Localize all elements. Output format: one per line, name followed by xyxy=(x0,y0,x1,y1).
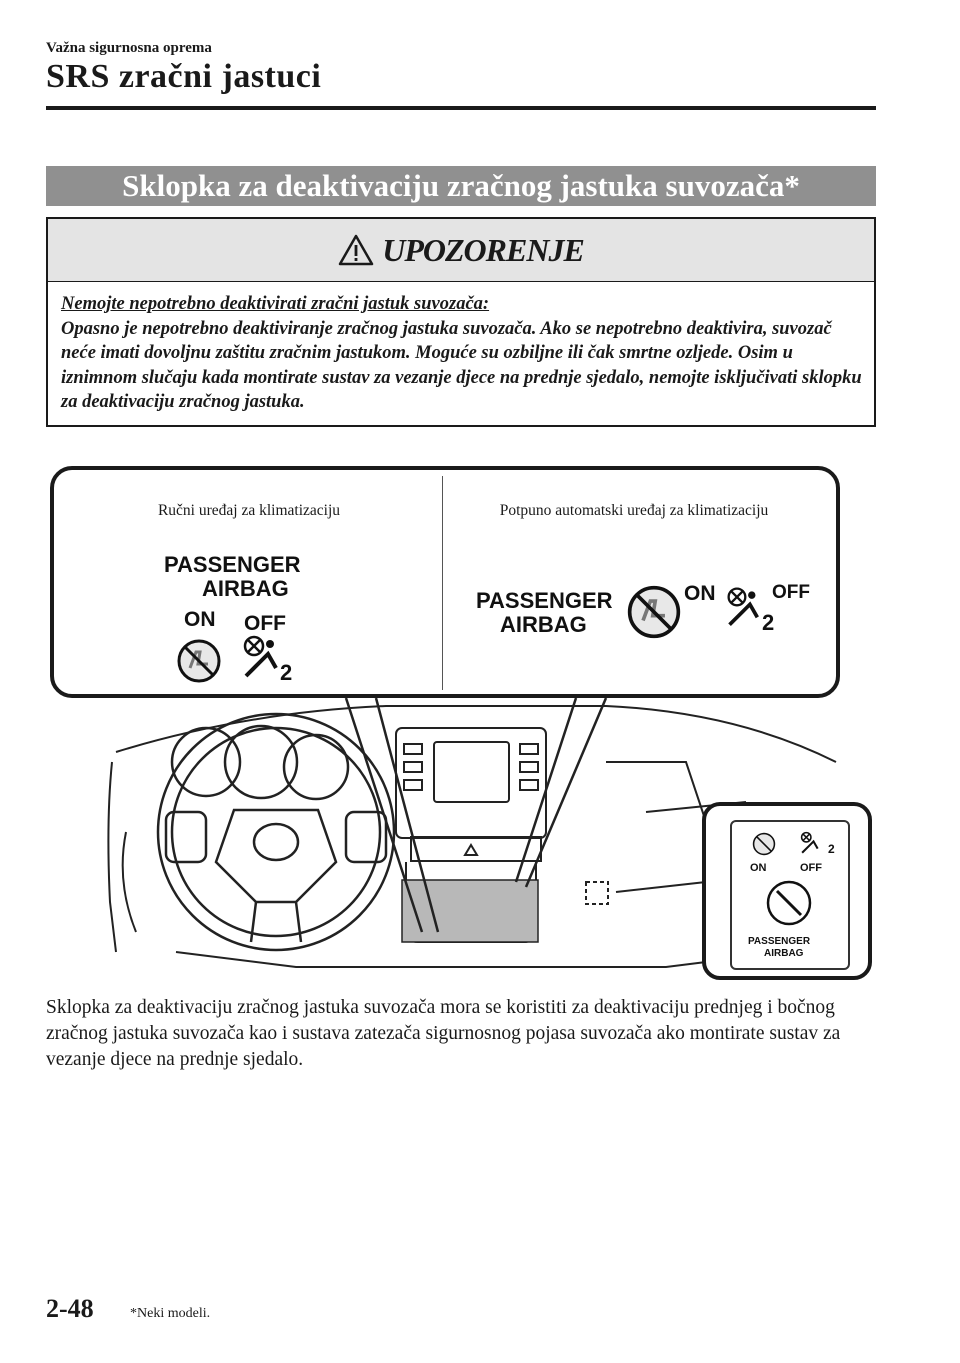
page-number: 2-48 xyxy=(46,1294,94,1323)
chapter-title: SRS zračni jastuci xyxy=(46,58,322,95)
manual-on-text: ON xyxy=(184,608,216,631)
auto-on-text: ON xyxy=(684,582,716,605)
inset-off-text: OFF xyxy=(800,862,822,874)
section-title: Sklopka za deaktivaciju zračnog jastuka suvozača* xyxy=(46,166,876,206)
inset-passenger-text: PASSENGER xyxy=(748,936,811,947)
warning-lead: Nemojte nepotrebno deaktivirati zračni jastuk suvozača: xyxy=(61,294,490,314)
auto-airbag-text: AIRBAG xyxy=(500,612,587,637)
footnote: *Neki modeli. xyxy=(130,1306,211,1321)
body-paragraph: Sklopka za deaktivaciju zračnog jastuka suvozača mora se koristiti za deaktivaciju prednjeg i bočnog zračnog jastuka suvozača kao i sustava zatezača sigurnosnog pojasa suvozača ako montirate sustav za vezanje djece na prednje sjedalo. xyxy=(46,997,841,1070)
warning-title: UPOZORENJE xyxy=(382,231,584,268)
warning-header xyxy=(48,219,874,282)
warning-box xyxy=(46,217,876,427)
auto-two-text: 2 xyxy=(762,610,775,635)
inset-two-text: 2 xyxy=(828,842,835,856)
warning-text: Opasno je nepotrebno deaktiviranje zračnog jastuka suvozača. Ako se nepotrebno deaktivira, suvozač neće imati dovoljnu zaštitu zračnim jastukom. Moguće su ozbiljne ili čak smrtne ozljede. Osim u iznimnom slučaju kada montirate sustav za vezanje djece na prednje sjedalo, nemojte isključivati sklopku za deaktivaciju zračnog jastuka. xyxy=(61,318,862,412)
callout-divider xyxy=(442,476,443,690)
switch-inset xyxy=(702,802,872,980)
inset-airbag-off-icon xyxy=(798,830,828,858)
auto-passenger-text: PASSENGER xyxy=(476,588,613,613)
manual-airbag-text: AIRBAG xyxy=(202,576,289,601)
switch-callout xyxy=(50,466,840,698)
inset-on-text: ON xyxy=(750,862,767,874)
airbag-switch-figure xyxy=(46,462,876,982)
manual-off-text: OFF xyxy=(244,612,286,635)
inset-airbag-text: AIRBAG xyxy=(764,948,804,959)
auto-ac-label: Potpuno automatski uređaj za klimatizaciju xyxy=(499,502,769,519)
section-kicker: Važna sigurnosna oprema xyxy=(46,40,212,56)
warning-triangle-icon xyxy=(338,234,374,266)
chapter-rule xyxy=(46,106,876,110)
warning-body xyxy=(48,282,874,415)
manual-ac-label: Ručni uređaj za klimatizaciju xyxy=(157,502,341,519)
manual-passenger-text: PASSENGER xyxy=(164,552,301,577)
auto-off-text: OFF xyxy=(772,582,810,603)
inset-seat-airbag-on-icon xyxy=(752,832,776,856)
rotary-knob[interactable] xyxy=(764,878,814,928)
seat-airbag-on-icon xyxy=(176,638,222,684)
auto-seat-airbag-on-icon xyxy=(626,584,682,640)
manual-two-text: 2 xyxy=(280,660,293,685)
